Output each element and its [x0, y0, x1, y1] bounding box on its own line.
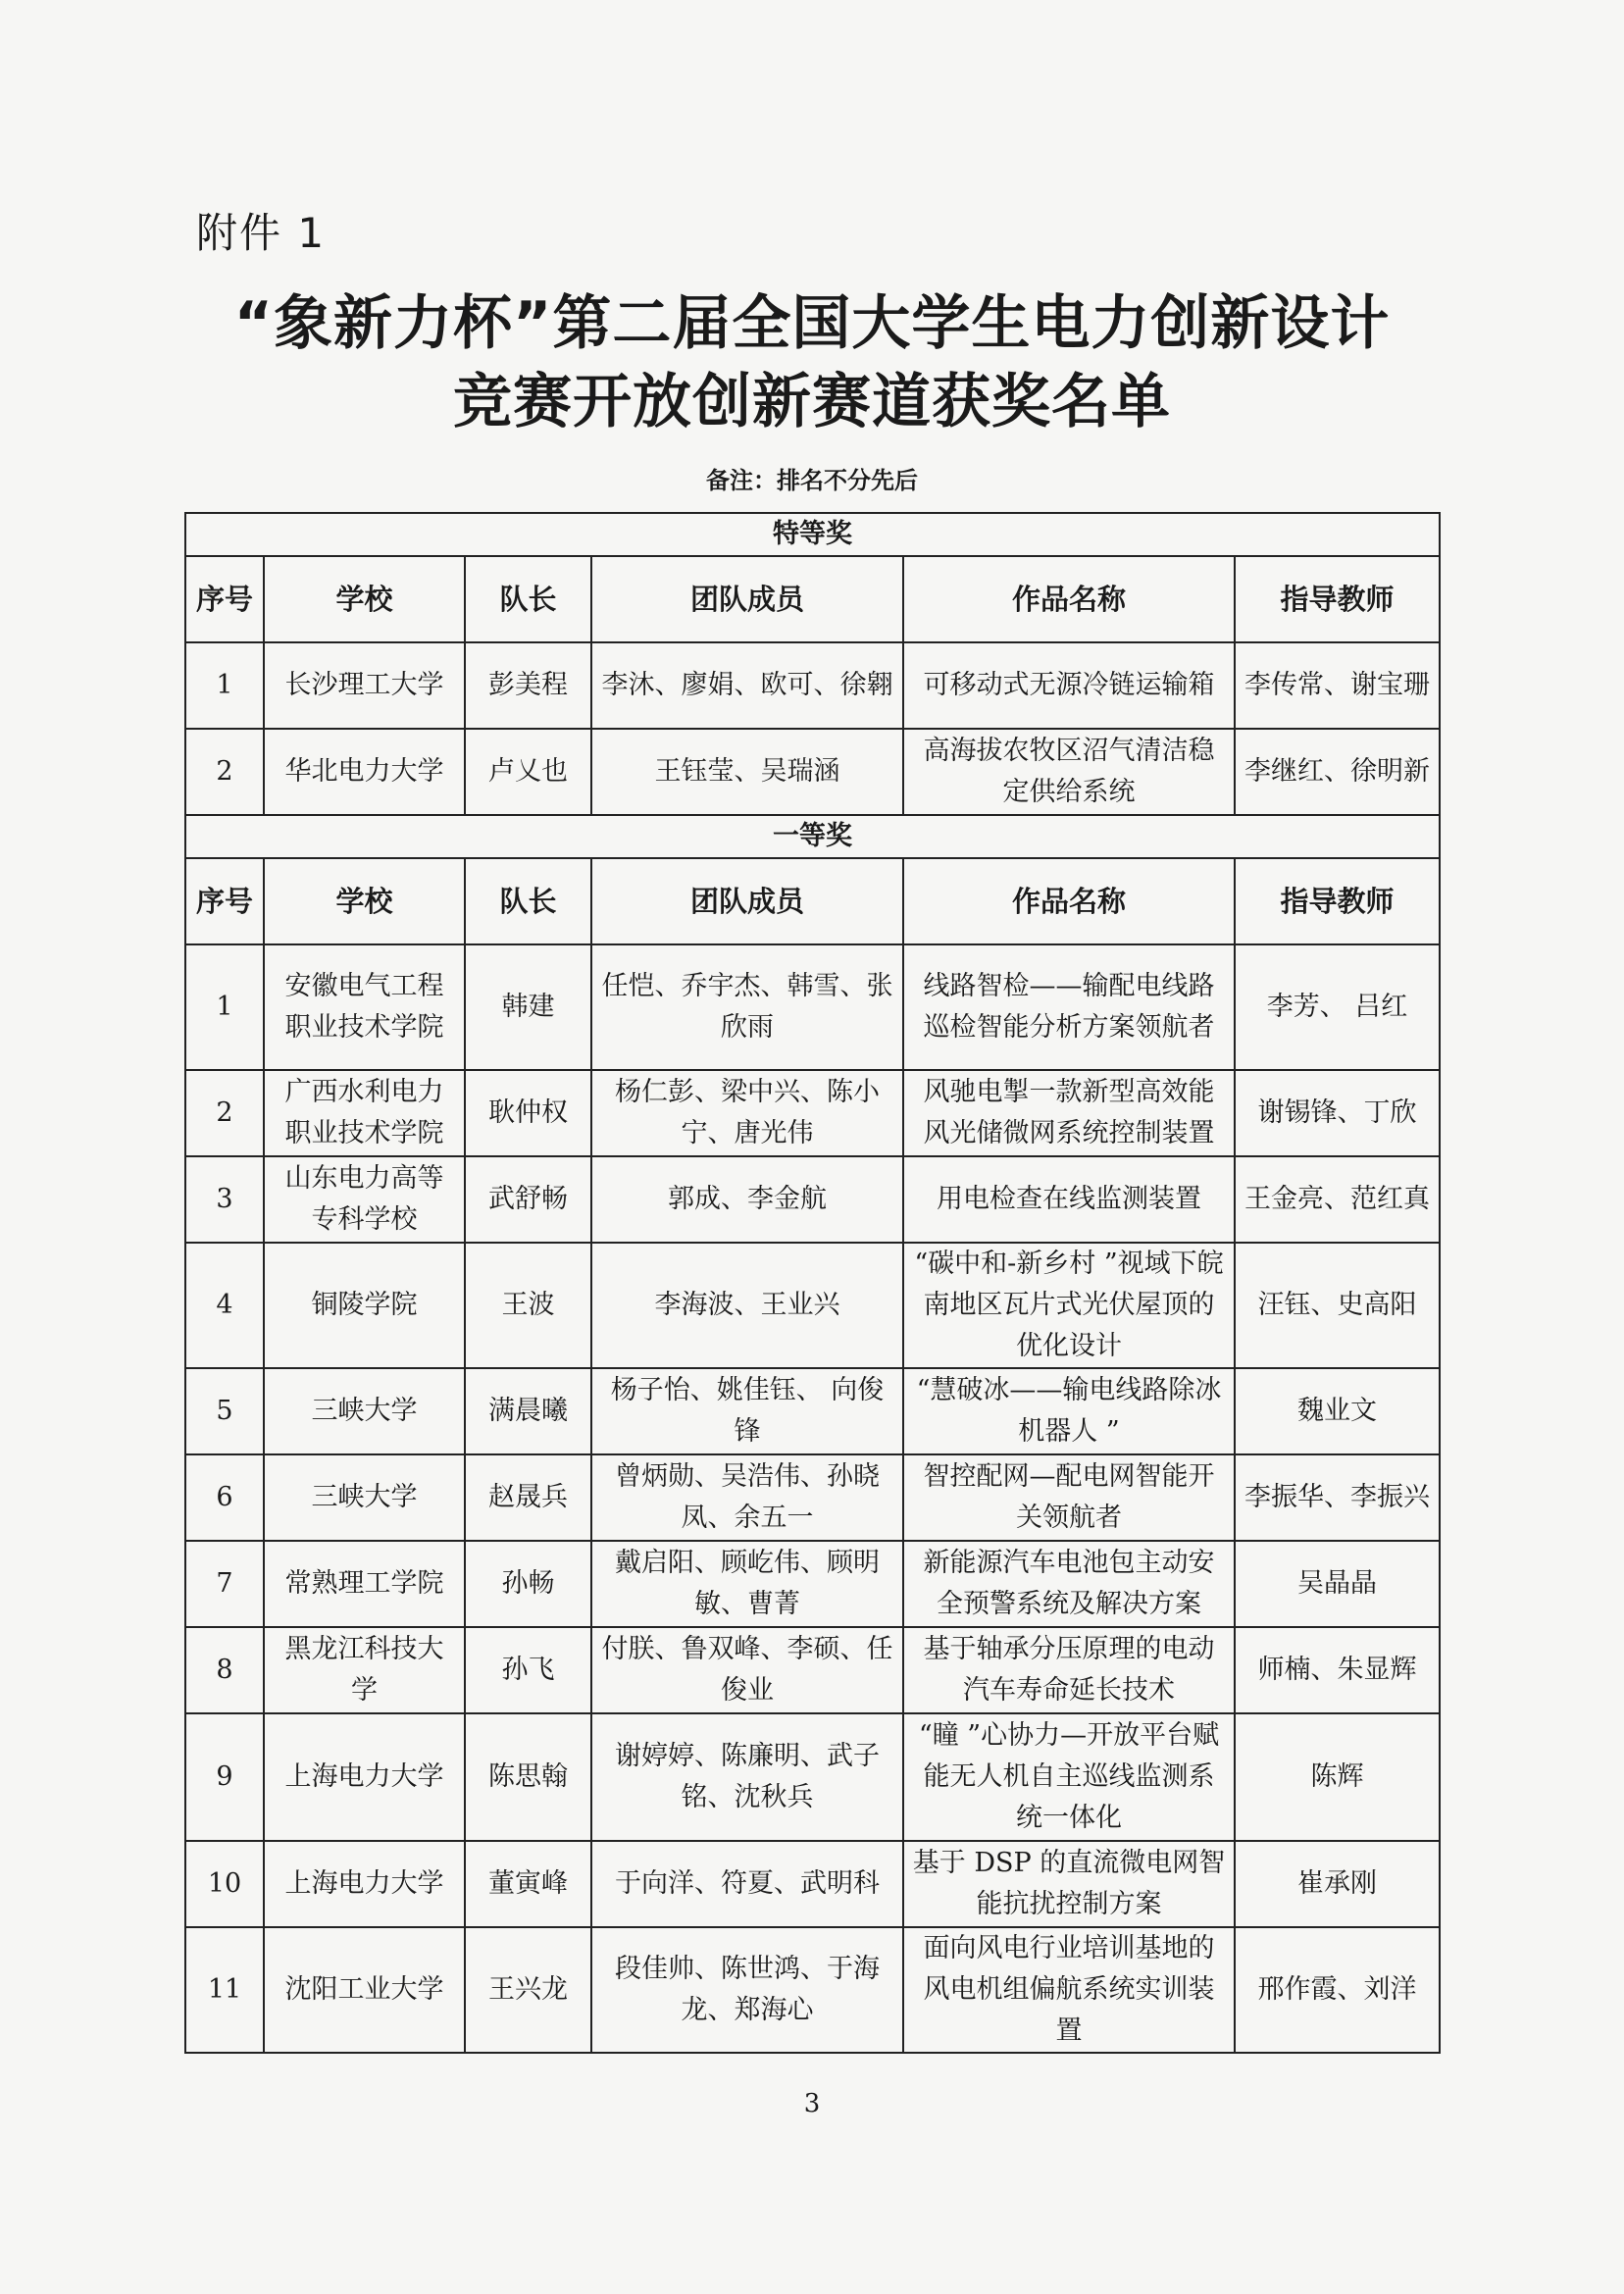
- advisor-cell: 李振华、李振兴: [1235, 1454, 1440, 1541]
- work-title-cell: 面向风电行业培训基地的风电机组偏航系统实训装置: [903, 1927, 1235, 2053]
- work-title-cell: 可移动式无源冷链运输箱: [903, 642, 1235, 729]
- table-row: [185, 1713, 1440, 1841]
- team-members-cell: 任恺、乔宇杰、韩雪、张欣雨: [591, 944, 903, 1070]
- awards-table-body: [185, 513, 1440, 2053]
- school-cell: 山东电力高等专科学校: [264, 1156, 465, 1243]
- table-row: [185, 1243, 1440, 1368]
- column-header-members: 团队成员: [591, 858, 903, 944]
- work-title-cell: “慧破冰——输电线路除冰机器人 ”: [903, 1368, 1235, 1454]
- award-section-row: [185, 815, 1440, 858]
- column-header-work: 作品名称: [903, 858, 1235, 944]
- team-members-cell: 付朕、鲁双峰、李硕、任俊业: [591, 1627, 903, 1713]
- advisor-cell: 陈辉: [1235, 1713, 1440, 1841]
- captain-cell: 卢乂也: [465, 729, 591, 815]
- captain-cell: 韩建: [465, 944, 591, 1070]
- column-header-index: 序号: [185, 556, 264, 642]
- school-cell: 沈阳工业大学: [264, 1927, 465, 2053]
- work-title-cell: 基于 DSP 的直流微电网智能抗扰控制方案: [903, 1841, 1235, 1927]
- advisor-cell: 汪钰、史高阳: [1235, 1243, 1440, 1368]
- work-title-cell: 风驰电掣一款新型高效能风光储微网系统控制装置: [903, 1070, 1235, 1156]
- table-row: [185, 642, 1440, 729]
- document-title-line1: “象新力杯”第二届全国大学生电力创新设计: [233, 289, 1391, 358]
- page-number: 3: [803, 2089, 821, 2118]
- table-row: [185, 1841, 1440, 1927]
- table-row: [185, 1541, 1440, 1627]
- row-index-cell: 1: [185, 642, 264, 729]
- advisor-cell: 李继红、徐明新: [1235, 729, 1440, 815]
- row-index-cell: 2: [185, 1070, 264, 1156]
- team-members-cell: 于向洋、符夏、武明科: [591, 1841, 903, 1927]
- advisor-cell: 李芳、 吕红: [1235, 944, 1440, 1070]
- advisor-cell: 师楠、朱显辉: [1235, 1627, 1440, 1713]
- advisor-cell: 魏业文: [1235, 1368, 1440, 1454]
- school-cell: 三峡大学: [264, 1454, 465, 1541]
- table-row: [185, 944, 1440, 1070]
- work-title-cell: 新能源汽车电池包主动安全预警系统及解决方案: [903, 1541, 1235, 1627]
- school-cell: 三峡大学: [264, 1368, 465, 1454]
- row-index-cell: 8: [185, 1627, 264, 1713]
- team-members-cell: 杨子怡、姚佳钰、 向俊锋: [591, 1368, 903, 1454]
- column-header-captain: 队长: [465, 858, 591, 944]
- work-title-cell: 线路智检——输配电线路巡检智能分析方案领航者: [903, 944, 1235, 1070]
- column-header-index: 序号: [185, 858, 264, 944]
- school-cell: 安徽电气工程职业技术学院: [264, 944, 465, 1070]
- captain-cell: 陈思翰: [465, 1713, 591, 1841]
- row-index-cell: 4: [185, 1243, 264, 1368]
- school-cell: 上海电力大学: [264, 1713, 465, 1841]
- captain-cell: 满晨曦: [465, 1368, 591, 1454]
- row-index-cell: 11: [185, 1927, 264, 2053]
- table-row: [185, 729, 1440, 815]
- work-title-cell: 智控配网—配电网智能开关领航者: [903, 1454, 1235, 1541]
- team-members-cell: 曾炳勋、吴浩伟、孙晓凤、余五一: [591, 1454, 903, 1541]
- award-section-row: [185, 513, 1440, 556]
- table-row: [185, 1627, 1440, 1713]
- award-section-title: 一等奖: [185, 815, 1440, 858]
- document-title-line2: 竞赛开放创新赛道获奖名单: [453, 368, 1171, 436]
- school-cell: 铜陵学院: [264, 1243, 465, 1368]
- row-index-cell: 6: [185, 1454, 264, 1541]
- column-header-captain: 队长: [465, 556, 591, 642]
- school-cell: 常熟理工学院: [264, 1541, 465, 1627]
- team-members-cell: 杨仁彭、梁中兴、陈小宁、唐光伟: [591, 1070, 903, 1156]
- column-header-school: 学校: [264, 858, 465, 944]
- remark-note: 备注：排名不分先后: [706, 467, 918, 494]
- school-cell: 广西水利电力职业技术学院: [264, 1070, 465, 1156]
- captain-cell: 赵晟兵: [465, 1454, 591, 1541]
- row-index-cell: 3: [185, 1156, 264, 1243]
- table-row: [185, 1156, 1440, 1243]
- table-row: [185, 1927, 1440, 2053]
- advisor-cell: 邢作霞、刘洋: [1235, 1927, 1440, 2053]
- row-index-cell: 10: [185, 1841, 264, 1927]
- table-header-row: [185, 858, 1440, 944]
- row-index-cell: 5: [185, 1368, 264, 1454]
- school-cell: 上海电力大学: [264, 1841, 465, 1927]
- table-row: [185, 1368, 1440, 1454]
- advisor-cell: 吴晶晶: [1235, 1541, 1440, 1627]
- captain-cell: 孙飞: [465, 1627, 591, 1713]
- table-header-row: [185, 556, 1440, 642]
- team-members-cell: 李沐、廖娟、欧可、徐翱: [591, 642, 903, 729]
- school-cell: 长沙理工大学: [264, 642, 465, 729]
- column-header-advisor: 指导教师: [1235, 556, 1440, 642]
- captain-cell: 耿仲权: [465, 1070, 591, 1156]
- school-cell: 华北电力大学: [264, 729, 465, 815]
- team-members-cell: 段佳帅、陈世鸿、于海龙、郑海心: [591, 1927, 903, 2053]
- row-index-cell: 7: [185, 1541, 264, 1627]
- captain-cell: 王兴龙: [465, 1927, 591, 2053]
- awards-table: [184, 512, 1441, 2054]
- captain-cell: 董寅峰: [465, 1841, 591, 1927]
- table-row: [185, 1070, 1440, 1156]
- column-header-school: 学校: [264, 556, 465, 642]
- advisor-cell: 谢锡锋、丁欣: [1235, 1070, 1440, 1156]
- captain-cell: 彭美程: [465, 642, 591, 729]
- team-members-cell: 戴启阳、顾屹伟、顾明敏、曹菁: [591, 1541, 903, 1627]
- award-section-title: 特等奖: [185, 513, 1440, 556]
- captain-cell: 孙畅: [465, 1541, 591, 1627]
- attachment-label: 附件 1: [196, 209, 327, 257]
- advisor-cell: 李传常、谢宝珊: [1235, 642, 1440, 729]
- column-header-members: 团队成员: [591, 556, 903, 642]
- work-title-cell: “瞳 ”心协力—开放平台赋能无人机自主巡线监测系统一体化: [903, 1713, 1235, 1841]
- team-members-cell: 郭成、李金航: [591, 1156, 903, 1243]
- team-members-cell: 王钰莹、吴瑞涵: [591, 729, 903, 815]
- work-title-cell: 用电检查在线监测装置: [903, 1156, 1235, 1243]
- work-title-cell: 高海拔农牧区沼气清洁稳定供给系统: [903, 729, 1235, 815]
- captain-cell: 武舒畅: [465, 1156, 591, 1243]
- school-cell: 黑龙江科技大学: [264, 1627, 465, 1713]
- row-index-cell: 2: [185, 729, 264, 815]
- work-title-cell: “碳中和-新乡村 ”视域下皖南地区瓦片式光伏屋顶的优化设计: [903, 1243, 1235, 1368]
- column-header-work: 作品名称: [903, 556, 1235, 642]
- row-index-cell: 1: [185, 944, 264, 1070]
- team-members-cell: 李海波、王业兴: [591, 1243, 903, 1368]
- work-title-cell: 基于轴承分压原理的电动汽车寿命延长技术: [903, 1627, 1235, 1713]
- advisor-cell: 崔承刚: [1235, 1841, 1440, 1927]
- row-index-cell: 9: [185, 1713, 264, 1841]
- table-row: [185, 1454, 1440, 1541]
- team-members-cell: 谢婷婷、陈廉明、武子铭、沈秋兵: [591, 1713, 903, 1841]
- column-header-advisor: 指导教师: [1235, 858, 1440, 944]
- captain-cell: 王波: [465, 1243, 591, 1368]
- advisor-cell: 王金亮、范红真: [1235, 1156, 1440, 1243]
